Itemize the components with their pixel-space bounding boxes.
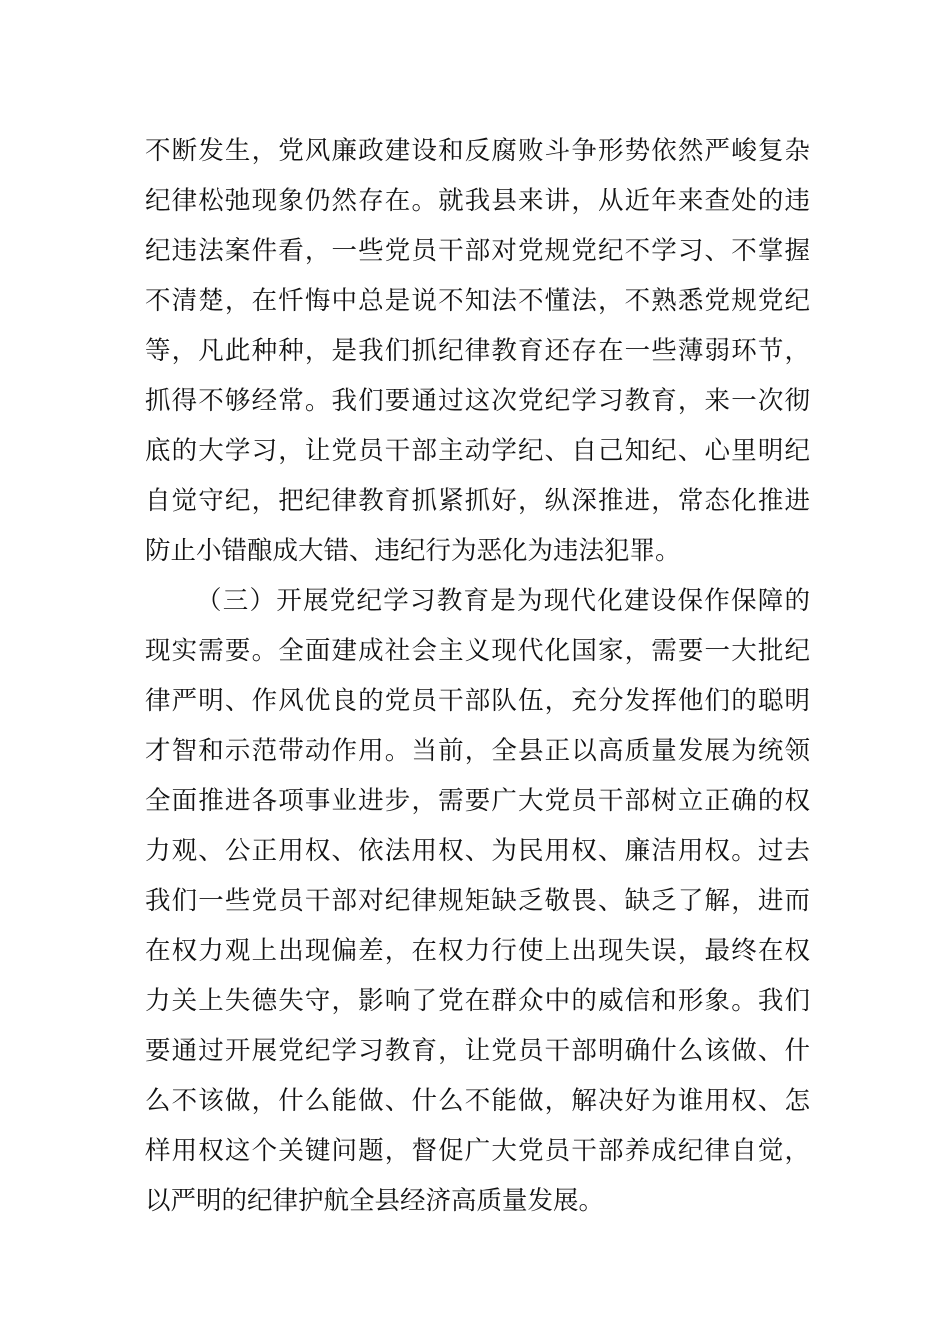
text-line: 力观、公正用权、依法用权、为民用权、廉洁用权。过去 [145,836,810,866]
text-line: 要通过开展党纪学习教育，让党员干部明确什么该做、什 [145,1036,810,1066]
text-line: 不断发生，党风廉政建设和反腐败斗争形势依然严峻复杂 [145,136,810,166]
section-heading-line: （三）开展党纪学习教育是为现代化建设保作保障的 [196,586,810,616]
text-line: 才智和示范带动作用。当前，全县正以高质量发展为统领 [145,736,810,766]
text-line: 纪律松弛现象仍然存在。就我县来讲，从近年来查处的违 [145,186,810,216]
text-line: 我们一些党员干部对纪律规矩缺乏敬畏、缺乏了解，进而 [145,886,810,916]
text-line: 等，凡此种种，是我们抓纪律教育还存在一些薄弱环节， [145,336,810,366]
text-line: 纪违法案件看，一些党员干部对党规党纪不学习、不掌握 [145,236,810,266]
text-line: 抓得不够经常。我们要通过这次党纪学习教育，来一次彻 [145,386,810,416]
body-text [145,126,810,1226]
text-line: 样用权这个关键问题，督促广大党员干部养成纪律自觉， [145,1136,810,1166]
text-line: 不清楚，在忏悔中总是说不知法不懂法，不熟悉党规党纪 [145,286,810,316]
paragraph-section-three [145,576,810,1226]
text-line: 么不该做，什么能做、什么不能做，解决好为谁用权、怎 [145,1086,810,1116]
text-line: 自觉守纪，把纪律教育抓紧抓好，纵深推进，常态化推进 [145,486,810,516]
text-line: 底的大学习，让党员干部主动学纪、自己知纪、心里明纪 [145,436,810,466]
text-line: 力关上失德失守，影响了党在群众中的威信和形象。我们 [145,986,810,1016]
text-line: 防止小错酿成大错、违纪行为恶化为违法犯罪。 [145,536,681,566]
text-line: 律严明、作风优良的党员干部队伍，充分发挥他们的聪明 [145,686,810,716]
paragraph-discipline-problems [145,126,810,576]
text-line: 现实需要。全面建成社会主义现代化国家，需要一大批纪 [145,636,810,666]
text-line: 以严明的纪律护航全县经济高质量发展。 [145,1186,605,1216]
text-line: 在权力观上出现偏差，在权力行使上出现失误，最终在权 [145,936,810,966]
text-line: 全面推进各项事业进步，需要广大党员干部树立正确的权 [145,786,810,816]
